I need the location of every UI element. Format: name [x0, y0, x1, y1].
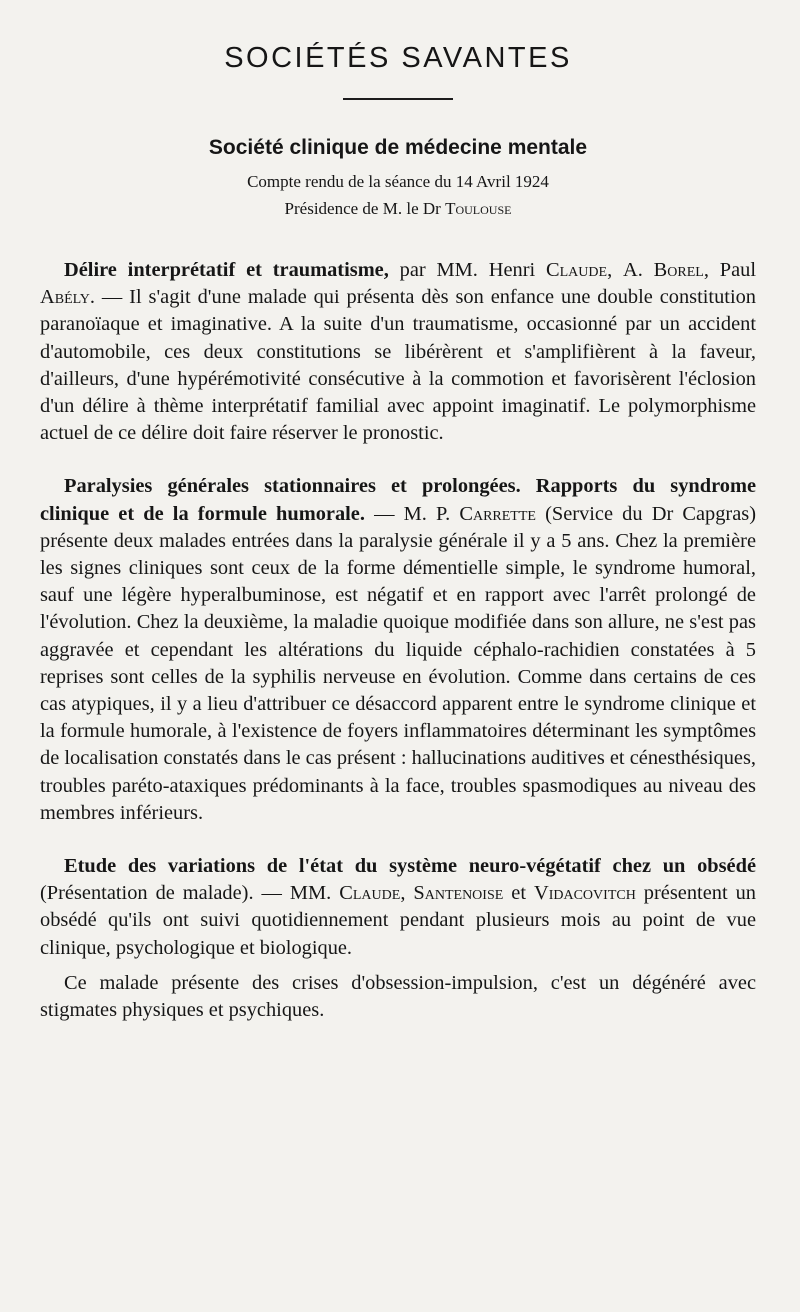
byline-prefix: — MM. — [253, 882, 340, 905]
article-body: (Service du Dr Capgras) présente deux malades entrées dans la paralysie générale il y a 5 ans. Chez la première les signes cliniques sont ceux de la forme démentielle simple, le syndrome humoral, sauf une légère hyperalbuminose, est négatif et en rapport avec l'arrêt prolongé de l'évolution. Chez la deuxième, la maladie quoique modifiée dans son allure, ne s'est pas aggravée et cependant les altérations du liquide céphalo-rachidien constatées à 5 reprises sont celles de la syphilis nerveuse en évolution. Comme dans certains de ces cas atypiques, il y a lieu d'attribuer ce désaccord apparent entre le syndrome clinique et la formule humorale, à l'existence de foyers inflammatoires déterminant les symptômes de localisation constatés dans le cas présent : hallucinations auditives et cénesthésiques, troubles paréto-ataxiques prédominants à la face, troubles spasmodiques au niveau des membres inférieurs. — [40, 502, 756, 824]
article-title: Paralysies générales stationnaires et prolongées. Rapports du syndrome clinique et de la formule humorale. — [40, 475, 756, 525]
society-name: Société clinique de médecine mentale — [208, 136, 588, 159]
author-separator: , — [400, 882, 414, 905]
byline-prefix: par MM. Henri — [388, 259, 547, 281]
author-name: Claude — [339, 882, 401, 905]
article-delire-interpretatif — [40, 257, 756, 447]
author-separator: , Paul — [703, 259, 756, 281]
article-title: Délire interprétatif et traumatisme, — [64, 259, 389, 281]
article-body: . — Il s'agit d'une malade qui présenta dès son enfance une double constitution paranoïaque et imaginative. A la suite d'un traumatisme, occasionné par un accident d'automobile, ces deux constitutions se libérèrent et s'amplifièrent à la faveur, d'ailleurs, d'une hypérémotivité consécutive à la commotion et favorisèrent l'éclosion d'un délire à thème interprétatif familial avec appoint imaginatif. Le polymorphisme actuel de ce délire doit faire réserver le pronostic. — [40, 286, 756, 445]
presidency-prefix: Présidence de M. le Dr — [284, 199, 446, 218]
article-body: présentent un obsédé qu'ils ont suivi quotidiennement pendant plusieurs mois au point de vue clinique, psychologique et biologique. — [40, 882, 756, 959]
title-divider — [343, 98, 453, 100]
session-report-line: Compte rendu de la séance du 14 Avril 1924 — [247, 172, 549, 191]
presidency-line — [40, 195, 756, 222]
author-separator: , — [607, 259, 623, 281]
article-body: Ce malade présente des crises d'obsession-impulsion, c'est un dégénéré avec stigmates physiques et psychiques. — [40, 971, 756, 1022]
section-title: SOCIÉTÉS SAVANTES — [224, 42, 572, 74]
author-name: Abély — [40, 286, 90, 309]
article-subtitle: (Présentation de malade). — [40, 882, 254, 905]
author-name: Vidacovitch — [533, 882, 636, 905]
president-name: Toulouse — [445, 199, 512, 218]
author-name: A. Borel — [623, 259, 704, 281]
author-name: Carrette — [459, 502, 536, 525]
author-name: Santenoise — [413, 882, 504, 905]
article-neuro-vegetatif — [40, 853, 756, 962]
article-title: Etude des variations de l'état du système neuro-végétatif chez un obsédé — [64, 855, 756, 878]
article-paralysies-generales — [40, 473, 756, 827]
author-name: Claude — [546, 259, 608, 281]
article-continuation — [40, 970, 756, 1024]
author-separator: et — [503, 882, 534, 905]
byline-prefix: — M. P. — [364, 502, 460, 525]
